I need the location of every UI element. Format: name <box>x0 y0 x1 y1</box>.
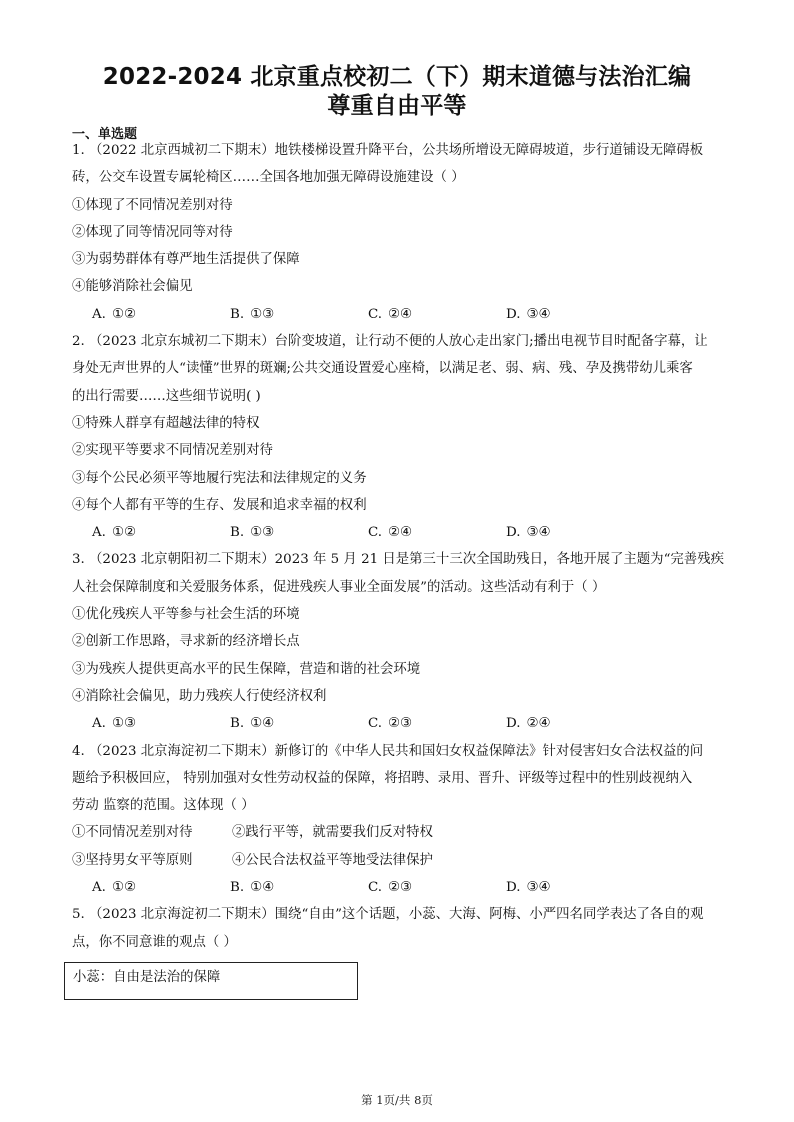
question-1 <box>72 137 726 328</box>
question-stem-line: 题给予积极回应， 特别加强对女性劳动权益的保障，将招聘、录用、晋升、评级等过程中的性别歧视纳入 <box>72 770 693 786</box>
statement-pair <box>72 819 726 846</box>
question-stem-line: 3. （2023 北京朝阳初二下期末）2023 年 5 月 21 日是第三十三次全国助残日，各地开展了主题为“完善残疾 <box>72 552 724 568</box>
option-a: A. ①② <box>92 880 136 896</box>
question-3 <box>72 546 726 737</box>
statement-item: ③为弱势群体有尊严地生活提供了保障 <box>72 252 300 268</box>
page-number: 第 1页/共 8页 <box>361 1093 433 1107</box>
question-stem-line: 身处无声世界的人“读懂”世界的斑斓;公共交通设置爱心座椅，以满足老、弱、病、残、孕及携带幼儿乘客 <box>72 361 693 377</box>
statement-item: ①优化残疾人平等参与社会生活的环境 <box>72 607 300 623</box>
option-b: B. ①④ <box>230 880 275 896</box>
option-a: A. ①③ <box>92 716 136 732</box>
statement-item: ③每个公民必须平等地履行宪法和法律规定的义务 <box>72 470 367 486</box>
option-d: D. ③④ <box>506 880 551 896</box>
answer-options <box>72 519 726 546</box>
question-4 <box>72 738 726 902</box>
option-d: D. ③④ <box>506 525 551 541</box>
statement-item: ②践行平等，就需要我们反对特权 <box>232 825 433 841</box>
option-c: C. ②③ <box>368 880 413 896</box>
option-b: B. ①④ <box>230 716 275 732</box>
option-b: B. ①③ <box>230 306 275 322</box>
viewpoint-box: 小蕊：自由是法治的保障 <box>64 962 358 1000</box>
option-d: D. ③④ <box>506 306 551 322</box>
answer-options <box>72 710 726 737</box>
statement-item: ②创新工作思路，寻求新的经济增长点 <box>72 634 300 650</box>
option-c: C. ②③ <box>368 716 413 732</box>
answer-options <box>72 874 726 901</box>
section-heading: 一、单选题 <box>72 127 138 142</box>
statement-item: ④公民合法权益平等地受法律保护 <box>232 852 433 868</box>
statement-item: ④消除社会偏见，助力残疾人行使经济权利 <box>72 688 327 704</box>
option-c: C. ②④ <box>368 306 413 322</box>
statement-item: ④能够消除社会偏见 <box>72 279 193 295</box>
question-stem-line: 点，你不同意谁的观点（ ） <box>72 934 237 950</box>
document-title: 2022-2024 北京重点校初二（下）期末道德与法治汇编 <box>102 64 692 90</box>
statement-item: ①体现了不同情况差别对待 <box>72 197 233 213</box>
answer-options <box>72 301 726 328</box>
question-stem-line: 1. （2022 北京西城初二下期末）地铁楼梯设置升降平台，公共场所增设无障碍坡道，步行道铺设无障碍板 <box>72 143 704 158</box>
question-stem-line: 2. （2023 北京东城初二下期末）台阶变坡道，让行动不便的人放心走出家门;播出电视节目时配备字幕，让 <box>72 334 708 350</box>
question-list <box>72 137 726 956</box>
question-stem-line: 人社会保障制度和关爱服务体系，促进残疾人事业全面发展”的活动。这些活动有利于（ ） <box>72 579 606 595</box>
statement-item: ②实现平等要求不同情况差别对待 <box>72 443 273 459</box>
statement-item: ③坚持男女平等原则 <box>72 852 193 868</box>
statement-pair <box>72 847 726 874</box>
statement-item: ①不同情况差别对待 <box>72 825 193 841</box>
statement-item: ①特殊人群享有超越法律的特权 <box>72 415 260 431</box>
option-b: B. ①③ <box>230 525 275 541</box>
question-stem-line: 砖，公交车设置专属轮椅区……全国各地加强无障碍设施建设（ ） <box>72 170 465 186</box>
statement-item: ②体现了同等情况同等对待 <box>72 224 233 240</box>
option-a: A. ①② <box>92 525 136 541</box>
document-subtitle: 尊重自由平等 <box>327 93 467 119</box>
question-2 <box>72 328 726 546</box>
statement-item: ③为残疾人提供更高水平的民生保障，营造和谐的社会环境 <box>72 661 421 677</box>
question-stem-line: 5. （2023 北京海淀初二下期末）围绕“自由”这个话题，小蕊、大海、阿梅、小严四名同学表达了各自的观 <box>72 907 704 923</box>
question-stem-line: 4. （2023 北京海淀初二下期末）新修订的《中华人民共和国妇女权益保障法》针对侵害妇女合法权益的问 <box>72 743 704 759</box>
statement-item: ④每个人都有平等的生存、发展和追求幸福的权利 <box>72 497 367 513</box>
question-5 <box>72 901 726 956</box>
option-a: A. ①② <box>92 306 136 322</box>
question-stem-line: 劳动 监察的范围。这体现（ ） <box>72 798 255 814</box>
option-c: C. ②④ <box>368 525 413 541</box>
question-stem-line: 的出行需要……这些细节说明( ) <box>72 388 261 404</box>
option-d: D. ②④ <box>506 716 551 732</box>
